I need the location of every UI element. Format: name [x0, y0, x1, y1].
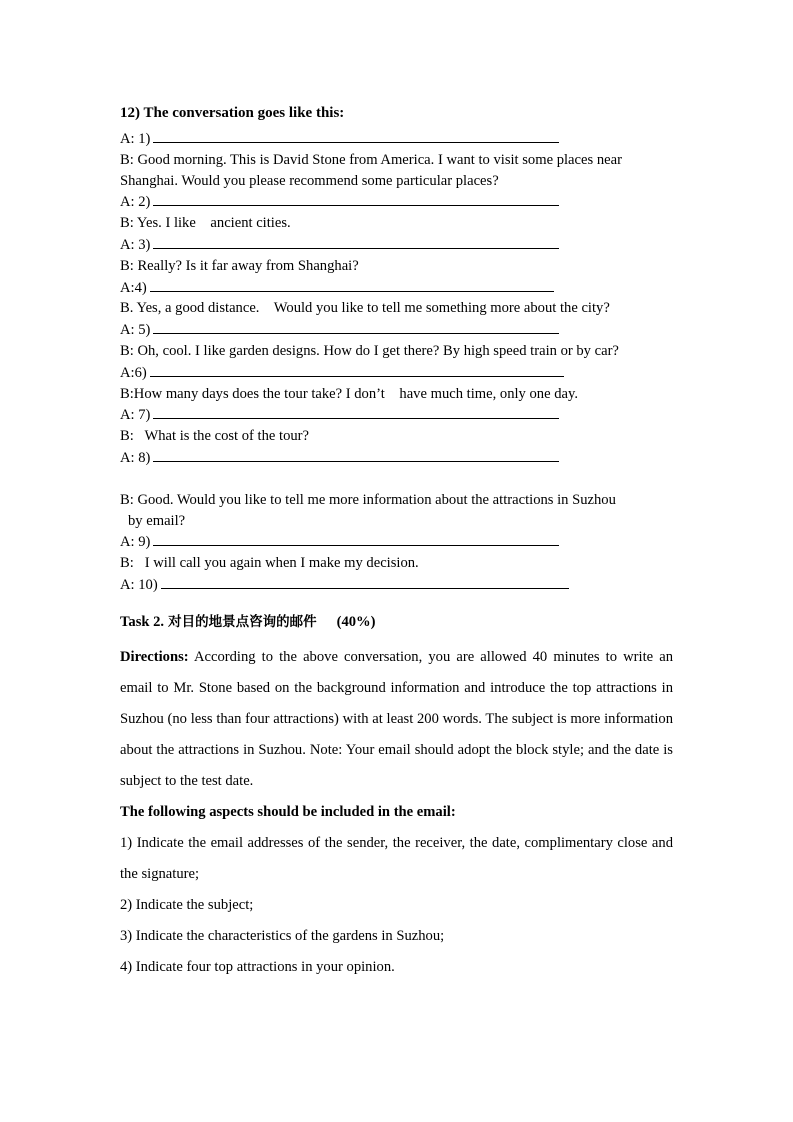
answer-blank-8[interactable]: [153, 447, 559, 462]
line-b9: B: I will call you again when I make my decision.: [120, 555, 419, 572]
line-b3: B: Really? Is it far away from Shanghai?: [120, 257, 359, 274]
spacer: [120, 469, 680, 490]
answer-blank-2[interactable]: [153, 191, 559, 206]
line-a10: A: 10): [120, 574, 680, 596]
answer-blank-3[interactable]: [153, 234, 559, 249]
line-a9: A: 9): [120, 531, 680, 553]
line-a6: A:6): [120, 362, 680, 384]
answer-blank-4[interactable]: [150, 277, 554, 292]
task2-title-cn: 对目的地景点咨询的邮件: [168, 614, 317, 630]
task2-label: Task 2.: [120, 614, 165, 630]
line-a7: A: 7): [120, 404, 680, 426]
line-b6: B:How many days does the tour take? I don’t have much time, only one day.: [120, 385, 578, 402]
conversation-lines: [120, 128, 680, 596]
line-b5: B: Oh, cool. I like garden designs. How do I get there? By high speed train or by car?: [120, 342, 619, 359]
answer-blank-5[interactable]: [153, 319, 559, 334]
line-a3: A: 3): [120, 234, 680, 256]
line-a8: A: 8): [120, 447, 680, 469]
task2-title: [120, 612, 376, 632]
task2-weight: (40%): [336, 614, 376, 630]
aspect-item-1: 1) Indicate the email addresses of the sender, the receiver, the date, complimentary close and the signature;: [120, 835, 673, 882]
answer-blank-1[interactable]: [153, 128, 559, 143]
answer-blank-6[interactable]: [150, 362, 564, 377]
line-a2: A: 2): [120, 191, 680, 213]
aspect-item-3: 3) Indicate the characteristics of the gardens in Suzhou;: [120, 928, 445, 944]
answer-blank-10[interactable]: [161, 574, 569, 589]
line-b1: B: Good morning. This is David Stone from America. I want to visit some places near Shanghai. Would you please recommend some particular places?: [120, 151, 622, 189]
directions-label: Directions:: [120, 649, 189, 665]
directions-paragraph: [120, 642, 673, 797]
aspects-heading: The following aspects should be included in the email:: [120, 804, 456, 820]
task2-body: [120, 642, 673, 983]
aspect-item-2: 2) Indicate the subject;: [120, 897, 254, 913]
conversation-title: 12) The conversation goes like this:: [120, 105, 345, 121]
line-b4: B. Yes, a good distance. Would you like to tell me something more about the city?: [120, 300, 610, 317]
line-a5: A: 5): [120, 319, 680, 341]
line-b2: B: Yes. I like ancient cities.: [120, 215, 291, 232]
line-a4: A:4): [120, 277, 680, 299]
line-b7: B: What is the cost of the tour?: [120, 428, 310, 445]
line-b8: B: Good. Would you like to tell me more information about the attractions in Suzhou: [120, 491, 616, 508]
answer-blank-7[interactable]: [153, 404, 559, 419]
line-a1: A: 1): [120, 128, 680, 150]
aspect-item-4: 4) Indicate four top attractions in your opinion.: [120, 959, 395, 975]
answer-blank-9[interactable]: [153, 531, 559, 546]
line-b8-cont: by email?: [128, 512, 186, 529]
directions-text: According to the above conversation, you are allowed 40 minutes to write an email to Mr. Stone based on the background information and introduce the top attractions in Suzhou (no less than four attractions) with at least 200 words. The subject is more information about the attractions in Suzhou. Note: Your email should adopt the block style; and the date is subject to the test date.: [120, 649, 673, 789]
